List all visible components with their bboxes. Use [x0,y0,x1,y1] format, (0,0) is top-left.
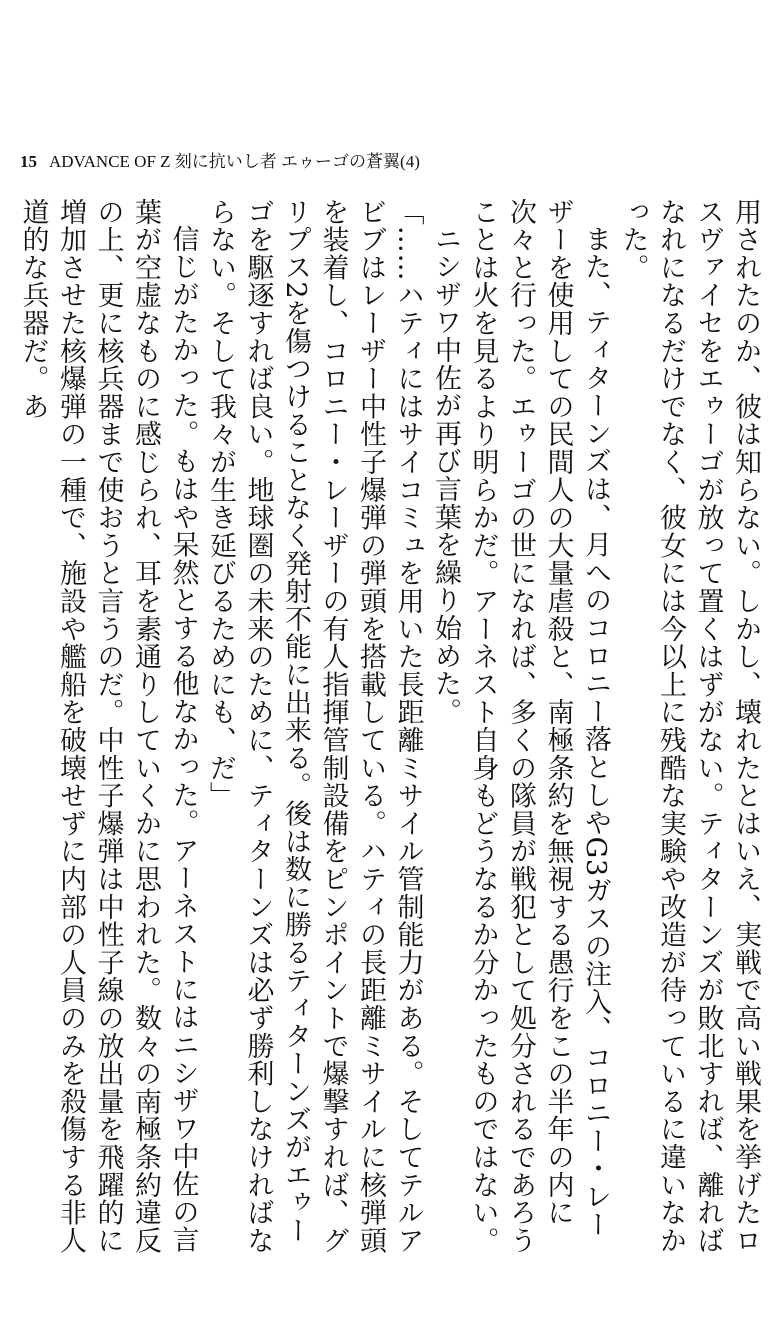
paragraph-2: また、ティターンズは、月へのコロニー落としやG3ガスの注入、コロニー・レーザーを使用しての民間人の大量虐殺と、南極条約を無視する愚行をこの半年の内に次々と行った。エゥーゴの世になれば、多くの隊員が戦犯として処分されるであろうことは火を見るより明らかだ。アーネスト自身もどうなるか分かったものではない。 [467,198,611,1255]
page-number: 15 [20,152,37,171]
vertical-body-text [16,198,764,1258]
paragraph-5: 信じがたかった。もはや呆然とする他なかった。アーネストにはニシザワ中佐の言葉が空虚なものに感じられ、耳を素通りしていくかに思われた。数々の南極条約違反の上、更に核兵器まで使おうと言うのだ。中性子爆弾は中性子線の放出量を飛躍的に増加させた核爆弾の一種で、施設や艦船を破壊せずに内部の人員のみを殺傷する非人道的な兵器だ。あ [17,198,199,1255]
book-title: ADVANCE OF Z 刻に抗いし者 エゥーゴの蒼翼(4) [49,152,420,171]
paragraph-3: ニシザワ中佐が再び言葉を繰り始めた。 [430,225,461,726]
paragraph-4-dialogue: 「……ハティにはサイコミュを用いた長距離ミサイル管制能力がある。そしてテルアビブはレーザー中性子爆弾の弾頭を搭載している。ハティの長距離ミサイルに核弾頭を装着し、コロニー・レーザーの有人指揮管制設備をピンポイントで爆撃すれば、グリプス2を傷つけることなく発射不能に出来る。後は数に勝るティターンズがエゥーゴを駆逐すれば良い。地球圏の未来のために、ティターンズは必ず勝利しなければならない。そして我々が生き延びるためにも、だ」 [205,198,424,1255]
running-head [20,152,420,172]
paragraph-1: 用されたのか、彼は知らない。しかし、壊れたとはいえ、実戦で高い戦果を挙げたロスヴァイセをエゥーゴが放って置くはずがない。ティターンズが敗北すれば、離ればなれになるだけでなく、彼女には今以上に残酷な実験や改造が待っているに違いなかった。 [617,198,761,1255]
